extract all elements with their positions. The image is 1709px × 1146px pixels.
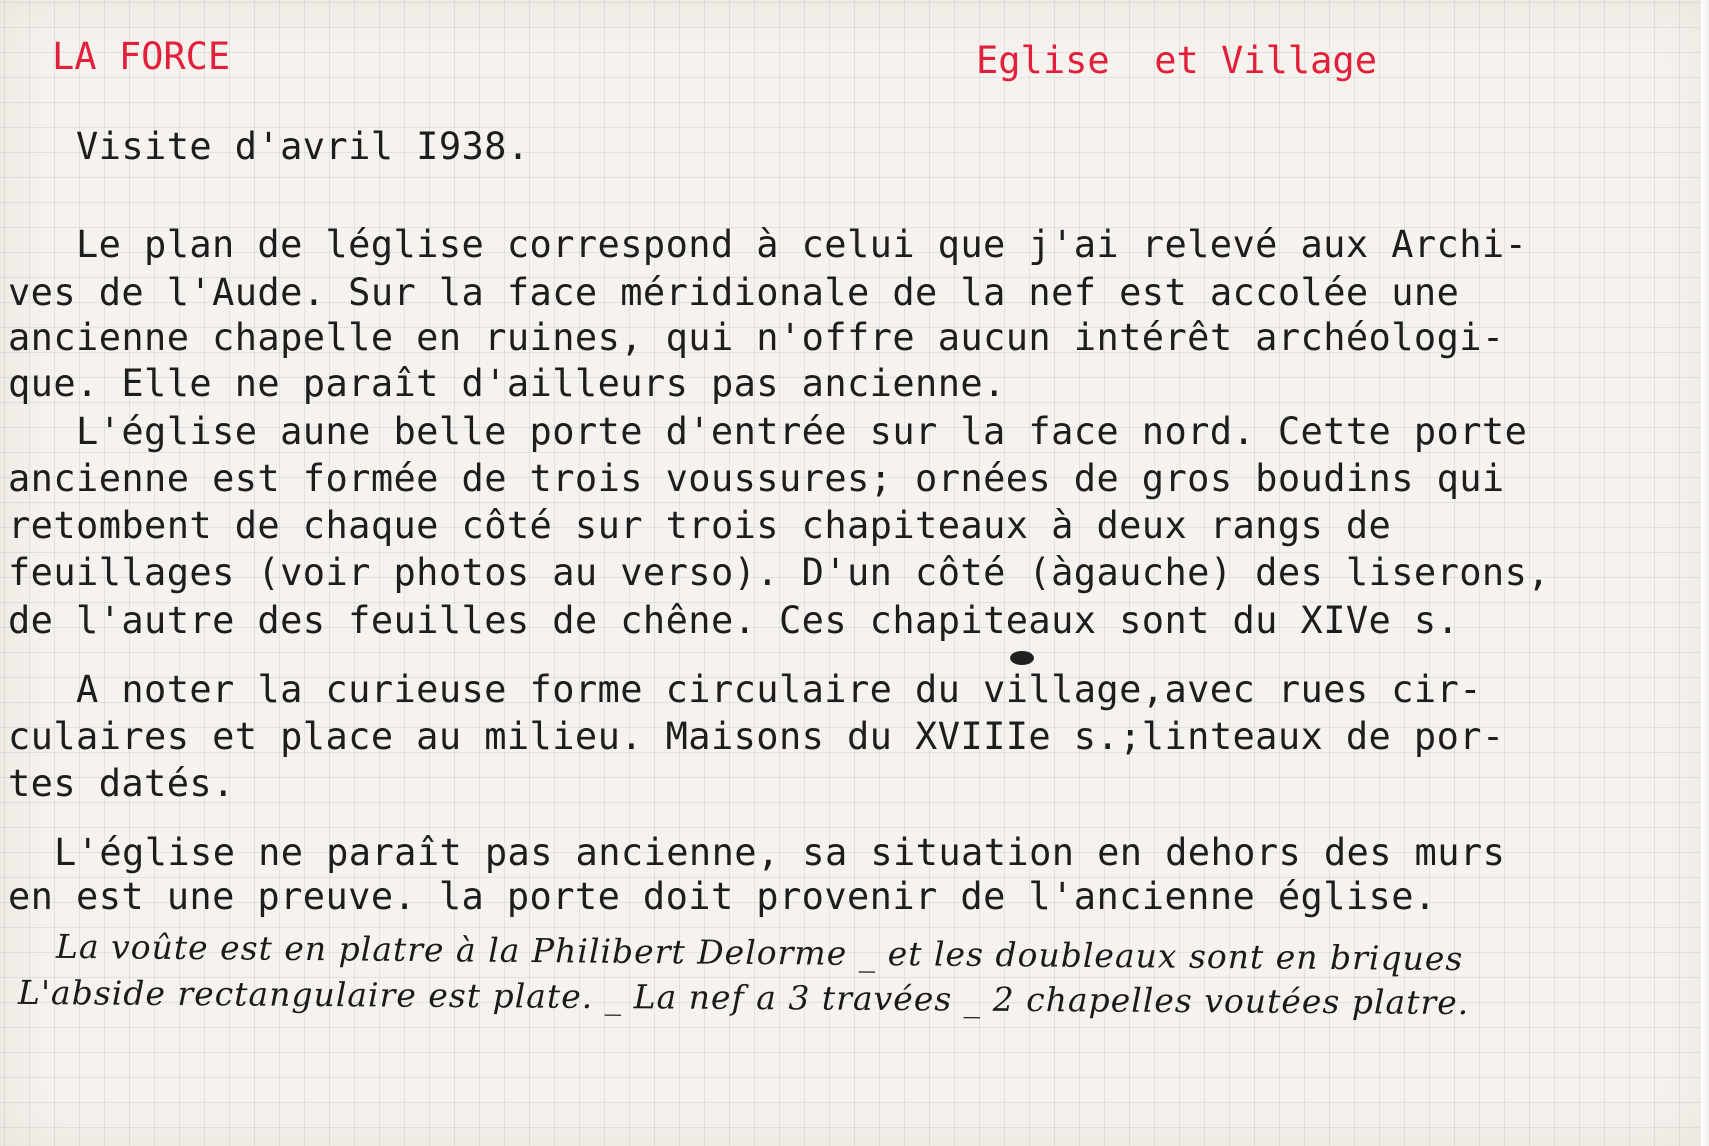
paragraph-2-line-3: retombent de chaque côté sur trois chapiteaux à deux rangs de [8,504,1392,547]
paragraph-2-line-5: de l'autre des feuilles de chêne. Ces chapiteaux sont du XIVe s. [8,599,1460,642]
paragraph-3-line-2: culaires et place au milieu. Maisons du XVIIIe s.;linteaux de por- [8,715,1505,758]
handwritten-note-line-2: L'abside rectangulaire est plate. _ La nef a 3 travées _ 2 chapelles voutées platre. [17,972,1470,1023]
card-edge [1701,0,1709,1146]
paragraph-1-line-3: ancienne chapelle en ruines, qui n'offre aucun intérêt archéologi- [8,316,1505,359]
paragraph-1-line-4: que. Elle ne paraît d'ailleurs pas ancienne. [8,362,1006,405]
paragraph-4-line-2: en est une preuve. la porte doit provenir de l'ancienne église. [8,875,1437,918]
paragraph-4-line-1: L'église ne paraît pas ancienne, sa situation en dehors des murs [54,831,1506,874]
ink-blot [1010,651,1034,665]
paragraph-1-line-2: ves de l'Aude. Sur la face méridionale de la nef est accolée une [8,271,1460,314]
paragraph-3-line-1: A noter la curieuse forme circulaire du village,avec rues cir- [76,668,1482,711]
paragraph-1-line-1: Le plan de léglise correspond à celui que j'ai relevé aux Archi- [76,223,1528,266]
header-location: LA FORCE [52,35,231,78]
paragraph-2-line-4: feuillages (voir photos au verso). D'un côté (àgauche) des liserons, [8,551,1550,594]
paragraph-2-line-1: L'église aune belle porte d'entrée sur la face nord. Cette porte [76,410,1528,453]
paragraph-3-line-3: tes datés. [8,762,235,805]
visit-date-line: Visite d'avril I938. [76,125,530,168]
paragraph-2-line-2: ancienne est formée de trois voussures; ornées de gros boudins qui [8,457,1505,500]
header-subject: Eglise et Village [976,39,1377,82]
handwritten-note-line-1: La voûte est en platre à la Philibert Delorme _ et les doubleaux sont en briques [55,926,1464,979]
